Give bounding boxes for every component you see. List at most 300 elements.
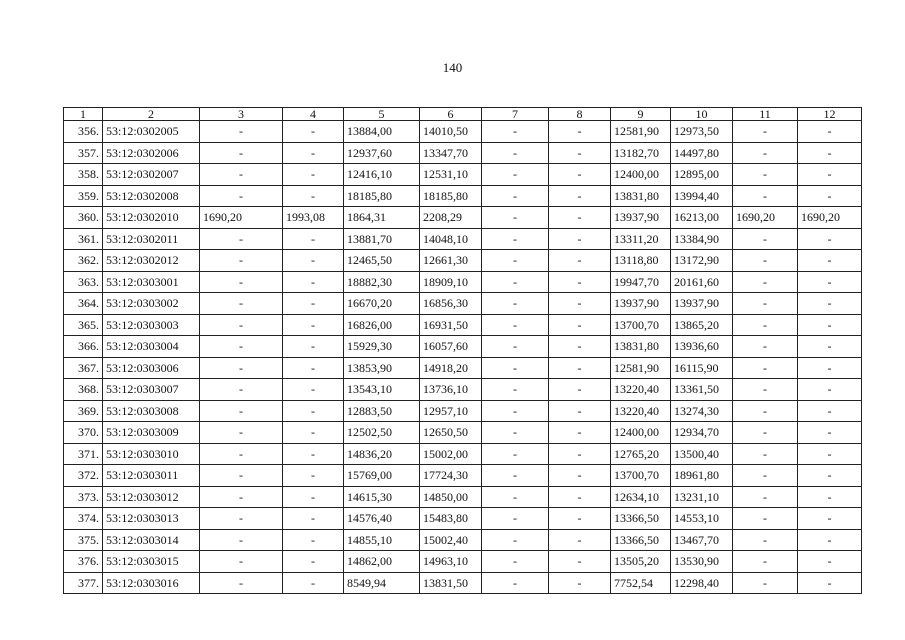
table-cell-col-1: 371. [64,443,103,465]
table-cell-col-12: - [798,293,862,315]
table-cell-col-2: 53:12:0303014 [103,529,200,551]
table-cell-col-6: 15002,00 [420,443,482,465]
table-cell-col-12: - [798,551,862,573]
table-cell-col-8: - [549,250,611,272]
table-cell-col-12: - [798,185,862,207]
table-cell-col-9: 13700,70 [611,314,671,336]
table-cell-col-11: - [733,443,798,465]
table-cell-col-8: - [549,271,611,293]
table-cell-col-2: 53:12:0302007 [103,164,200,186]
table-cell-col-5: 12937,60 [344,142,420,164]
table-cell-col-2: 53:12:0303006 [103,357,200,379]
table-cell-col-8: - [549,121,611,143]
table-cell-col-9: 12634,10 [611,486,671,508]
table-cell-col-3: - [200,572,283,594]
table-cell-col-10: 13530,90 [671,551,733,573]
table-cell-col-7: - [482,336,549,358]
table-row [64,228,862,250]
table-cell-col-6: 2208,29 [420,207,482,229]
table-row [64,250,862,272]
table-cell-col-1: 373. [64,486,103,508]
table-cell-col-1: 365. [64,314,103,336]
table-cell-col-8: - [549,379,611,401]
table-cell-col-9: 13366,50 [611,529,671,551]
table-cell-col-7: - [482,228,549,250]
table-cell-col-10: 18961,80 [671,465,733,487]
table-row [64,508,862,530]
table-cell-col-4: - [283,142,344,164]
table-cell-col-7: - [482,379,549,401]
table-cell-col-6: 12957,10 [420,400,482,422]
table-cell-col-7: - [482,422,549,444]
table-cell-col-8: - [549,508,611,530]
table-cell-col-4: - [283,379,344,401]
table-cell-col-1: 376. [64,551,103,573]
header-row [64,108,862,121]
table-cell-col-11: - [733,357,798,379]
table-cell-col-9: 13505,20 [611,551,671,573]
table-row [64,336,862,358]
table-cell-col-10: 16115,90 [671,357,733,379]
table-cell-col-2: 53:12:0303008 [103,400,200,422]
table-cell-col-5: 14836,20 [344,443,420,465]
table-cell-col-12: - [798,121,862,143]
table-cell-col-2: 53:12:0303016 [103,572,200,594]
data-table [63,107,862,594]
table-cell-col-9: 13118,80 [611,250,671,272]
table-cell-col-5: 8549,94 [344,572,420,594]
table-cell-col-10: 13274,30 [671,400,733,422]
table-cell-col-8: - [549,293,611,315]
table-cell-col-7: - [482,400,549,422]
table-cell-col-6: 18909,10 [420,271,482,293]
table-cell-col-8: - [549,228,611,250]
table-row [64,422,862,444]
table-cell-col-10: 16213,00 [671,207,733,229]
table-cell-col-4: - [283,508,344,530]
table-cell-col-8: - [549,551,611,573]
table-cell-col-2: 53:12:0302012 [103,250,200,272]
column-header-4: 4 [283,108,344,121]
table-cell-col-3: - [200,357,283,379]
table-cell-col-12: - [798,228,862,250]
table-row [64,572,862,594]
table-cell-col-8: - [549,357,611,379]
table-cell-col-8: - [549,422,611,444]
table-cell-col-6: 12661,30 [420,250,482,272]
table-cell-col-12: - [798,443,862,465]
table-cell-col-5: 13884,00 [344,121,420,143]
table-cell-col-9: 13937,90 [611,207,671,229]
table-cell-col-10: 13865,20 [671,314,733,336]
table-cell-col-4: - [283,572,344,594]
table-cell-col-5: 13853,90 [344,357,420,379]
table-cell-col-8: - [549,572,611,594]
table-cell-col-3: - [200,164,283,186]
table-cell-col-3: - [200,379,283,401]
table-cell-col-6: 14048,10 [420,228,482,250]
table-cell-col-9: 19947,70 [611,271,671,293]
table-cell-col-12: - [798,314,862,336]
table-cell-col-9: 13182,70 [611,142,671,164]
table-cell-col-5: 12416,10 [344,164,420,186]
table-cell-col-11: - [733,551,798,573]
table-cell-col-3: - [200,185,283,207]
table-cell-col-4: 1993,08 [283,207,344,229]
table-cell-col-7: - [482,508,549,530]
table-cell-col-11: - [733,185,798,207]
table-cell-col-7: - [482,293,549,315]
table-row [64,271,862,293]
table-cell-col-6: 14010,50 [420,121,482,143]
table-cell-col-10: 13467,70 [671,529,733,551]
table-cell-col-4: - [283,400,344,422]
table-cell-col-12: - [798,250,862,272]
table-cell-col-7: - [482,142,549,164]
table-cell-col-2: 53:12:0303013 [103,508,200,530]
table-cell-col-10: 12298,40 [671,572,733,594]
table-cell-col-7: - [482,271,549,293]
table-cell-col-11: - [733,379,798,401]
table-cell-col-1: 363. [64,271,103,293]
table-row [64,314,862,336]
table-row [64,486,862,508]
table-cell-col-6: 16057,60 [420,336,482,358]
table-cell-col-10: 12895,00 [671,164,733,186]
table-cell-col-9: 7752,54 [611,572,671,594]
table-cell-col-7: - [482,486,549,508]
table-cell-col-3: - [200,422,283,444]
table-cell-col-2: 53:12:0302005 [103,121,200,143]
table-cell-col-4: - [283,357,344,379]
table-cell-col-1: 375. [64,529,103,551]
table-cell-col-12: - [798,529,862,551]
table-cell-col-6: 12531,10 [420,164,482,186]
table-cell-col-1: 366. [64,336,103,358]
table-cell-col-12: - [798,422,862,444]
table-cell-col-6: 15483,80 [420,508,482,530]
table-cell-col-7: - [482,529,549,551]
table-cell-col-10: 13384,90 [671,228,733,250]
table-cell-col-10: 12934,70 [671,422,733,444]
table-cell-col-1: 356. [64,121,103,143]
table-cell-col-11: - [733,142,798,164]
table-cell-col-8: - [549,207,611,229]
table-cell-col-11: - [733,228,798,250]
table-cell-col-9: 12581,90 [611,121,671,143]
table-cell-col-1: 358. [64,164,103,186]
table-cell-col-7: - [482,314,549,336]
table-cell-col-4: - [283,551,344,573]
table-cell-col-11: - [733,508,798,530]
table-cell-col-12: - [798,271,862,293]
table-cell-col-1: 372. [64,465,103,487]
table-cell-col-1: 361. [64,228,103,250]
table-cell-col-4: - [283,185,344,207]
table-cell-col-6: 17724,30 [420,465,482,487]
table-cell-col-7: - [482,164,549,186]
table-cell-col-11: - [733,271,798,293]
table-cell-col-3: - [200,336,283,358]
table-cell-col-8: - [549,465,611,487]
table-cell-col-8: - [549,400,611,422]
table-cell-col-8: - [549,443,611,465]
table-row [64,293,862,315]
table-cell-col-3: - [200,250,283,272]
table-cell-col-6: 14963,10 [420,551,482,573]
table-cell-col-7: - [482,185,549,207]
table-cell-col-2: 53:12:0302006 [103,142,200,164]
table-cell-col-7: - [482,207,549,229]
table-cell-col-9: 13700,70 [611,465,671,487]
table-cell-col-2: 53:12:0303001 [103,271,200,293]
table-cell-col-4: - [283,529,344,551]
table-cell-col-8: - [549,314,611,336]
table-row [64,357,862,379]
table-cell-col-3: 1690,20 [200,207,283,229]
table-cell-col-9: 13220,40 [611,379,671,401]
table-cell-col-10: 12973,50 [671,121,733,143]
table-cell-col-10: 13361,50 [671,379,733,401]
column-header-8: 8 [549,108,611,121]
table-cell-col-5: 14615,30 [344,486,420,508]
table-row [64,164,862,186]
table-cell-col-9: 13220,40 [611,400,671,422]
table-cell-col-8: - [549,336,611,358]
table-cell-col-3: - [200,465,283,487]
table-cell-col-4: - [283,293,344,315]
table-cell-col-7: - [482,121,549,143]
table-cell-col-4: - [283,121,344,143]
table-cell-col-5: 13543,10 [344,379,420,401]
table-cell-col-6: 15002,40 [420,529,482,551]
column-header-5: 5 [344,108,420,121]
table-cell-col-11: - [733,121,798,143]
table-cell-col-5: 12465,50 [344,250,420,272]
table-cell-col-4: - [283,443,344,465]
table-cell-col-4: - [283,336,344,358]
table-row [64,142,862,164]
table-cell-col-10: 14497,80 [671,142,733,164]
table-cell-col-11: - [733,336,798,358]
table-cell-col-9: 12581,90 [611,357,671,379]
table-cell-col-9: 13831,80 [611,336,671,358]
table-cell-col-2: 53:12:0303010 [103,443,200,465]
table-cell-col-2: 53:12:0302008 [103,185,200,207]
page-number: 140 [442,60,463,75]
table-cell-col-5: 15769,00 [344,465,420,487]
table-cell-col-1: 370. [64,422,103,444]
table-cell-col-1: 369. [64,400,103,422]
table-cell-col-5: 12883,50 [344,400,420,422]
table-cell-col-1: 357. [64,142,103,164]
table-cell-col-5: 14576,40 [344,508,420,530]
table-cell-col-11: - [733,164,798,186]
table-cell-col-6: 16931,50 [420,314,482,336]
table-cell-col-5: 18185,80 [344,185,420,207]
table-cell-col-11: - [733,465,798,487]
column-header-7: 7 [482,108,549,121]
table-cell-col-4: - [283,164,344,186]
table-cell-col-8: - [549,185,611,207]
table-cell-col-8: - [549,142,611,164]
table-cell-col-3: - [200,142,283,164]
table-cell-col-9: 13311,20 [611,228,671,250]
table-cell-col-6: 18185,80 [420,185,482,207]
table-cell-col-3: - [200,486,283,508]
table-row [64,379,862,401]
table-cell-col-7: - [482,250,549,272]
table-cell-col-3: - [200,314,283,336]
table-body [64,121,862,594]
table-cell-col-9: 12400,00 [611,164,671,186]
table-cell-col-2: 53:12:0303015 [103,551,200,573]
table-cell-col-5: 14855,10 [344,529,420,551]
table-cell-col-3: - [200,293,283,315]
table-cell-col-3: - [200,508,283,530]
table-cell-col-10: 13937,90 [671,293,733,315]
table-cell-col-12: - [798,357,862,379]
table-cell-col-5: 15929,30 [344,336,420,358]
table-cell-col-7: - [482,465,549,487]
table-cell-col-3: - [200,529,283,551]
table-cell-col-12: - [798,572,862,594]
table-cell-col-5: 12502,50 [344,422,420,444]
table-cell-col-12: - [798,164,862,186]
column-header-6: 6 [420,108,482,121]
table-header [64,108,862,121]
table-cell-col-7: - [482,572,549,594]
table-cell-col-1: 362. [64,250,103,272]
table-cell-col-10: 13994,40 [671,185,733,207]
table-cell-col-2: 53:12:0303012 [103,486,200,508]
table-row [64,185,862,207]
table-cell-col-9: 13366,50 [611,508,671,530]
table-cell-col-1: 377. [64,572,103,594]
table-row [64,400,862,422]
table-cell-col-10: 14553,10 [671,508,733,530]
table-cell-col-11: - [733,250,798,272]
table-row [64,443,862,465]
table-row [64,529,862,551]
column-header-10: 10 [671,108,733,121]
table-cell-col-5: 1864,31 [344,207,420,229]
table-cell-col-4: - [283,271,344,293]
table-cell-col-3: - [200,271,283,293]
column-header-2: 2 [103,108,200,121]
table-cell-col-1: 359. [64,185,103,207]
table-cell-col-2: 53:12:0302011 [103,228,200,250]
table-cell-col-1: 368. [64,379,103,401]
table-cell-col-4: - [283,486,344,508]
table-cell-col-11: - [733,486,798,508]
table-cell-col-6: 14918,20 [420,357,482,379]
table-cell-col-6: 13736,10 [420,379,482,401]
table-cell-col-1: 364. [64,293,103,315]
table-cell-col-6: 12650,50 [420,422,482,444]
table-cell-col-11: - [733,314,798,336]
table-cell-col-8: - [549,486,611,508]
column-header-3: 3 [200,108,283,121]
table-cell-col-8: - [549,164,611,186]
table-cell-col-5: 14862,00 [344,551,420,573]
table-cell-col-3: - [200,228,283,250]
table-cell-col-2: 53:12:0303007 [103,379,200,401]
table-cell-col-8: - [549,529,611,551]
table-cell-col-9: 12765,20 [611,443,671,465]
table-cell-col-9: 13831,80 [611,185,671,207]
table-cell-col-6: 16856,30 [420,293,482,315]
table-cell-col-12: - [798,486,862,508]
table-cell-col-7: - [482,443,549,465]
column-header-9: 9 [611,108,671,121]
table-cell-col-11: - [733,400,798,422]
table-cell-col-10: 13231,10 [671,486,733,508]
table-cell-col-5: 16670,20 [344,293,420,315]
table-cell-col-12: - [798,508,862,530]
table-cell-col-2: 53:12:0303002 [103,293,200,315]
table-cell-col-9: 12400,00 [611,422,671,444]
table-cell-col-10: 13936,60 [671,336,733,358]
table-cell-col-12: - [798,400,862,422]
table-cell-col-12: - [798,465,862,487]
table-cell-col-4: - [283,465,344,487]
table-row [64,207,862,229]
table-cell-col-12: - [798,142,862,164]
table-cell-col-11: 1690,20 [733,207,798,229]
table-cell-col-10: 13500,40 [671,443,733,465]
table-cell-col-5: 13881,70 [344,228,420,250]
table-cell-col-4: - [283,422,344,444]
table-cell-col-10: 13172,90 [671,250,733,272]
table-cell-col-6: 13347,70 [420,142,482,164]
table-cell-col-3: - [200,121,283,143]
table-row [64,121,862,143]
table-cell-col-11: - [733,422,798,444]
table-cell-col-5: 16826,00 [344,314,420,336]
table-cell-col-12: 1690,20 [798,207,862,229]
column-header-12: 12 [798,108,862,121]
table-cell-col-12: - [798,336,862,358]
table-cell-col-3: - [200,400,283,422]
table-row [64,551,862,573]
table-cell-col-11: - [733,293,798,315]
table-cell-col-2: 53:12:0303009 [103,422,200,444]
table-cell-col-1: 367. [64,357,103,379]
table-row [64,465,862,487]
table-cell-col-6: 13831,50 [420,572,482,594]
table-cell-col-11: - [733,572,798,594]
table-cell-col-2: 53:12:0303004 [103,336,200,358]
table-cell-col-5: 18882,30 [344,271,420,293]
table-cell-col-7: - [482,357,549,379]
table-cell-col-4: - [283,228,344,250]
table-cell-col-2: 53:12:0303011 [103,465,200,487]
table-cell-col-11: - [733,529,798,551]
table-cell-col-3: - [200,443,283,465]
column-header-11: 11 [733,108,798,121]
table-cell-col-1: 374. [64,508,103,530]
table-cell-col-1: 360. [64,207,103,229]
table-cell-col-6: 14850,00 [420,486,482,508]
table-cell-col-9: 13937,90 [611,293,671,315]
table-cell-col-2: 53:12:0303003 [103,314,200,336]
table-cell-col-4: - [283,314,344,336]
column-header-1: 1 [64,108,103,121]
table-cell-col-10: 20161,60 [671,271,733,293]
table-cell-col-4: - [283,250,344,272]
table-cell-col-2: 53:12:0302010 [103,207,200,229]
